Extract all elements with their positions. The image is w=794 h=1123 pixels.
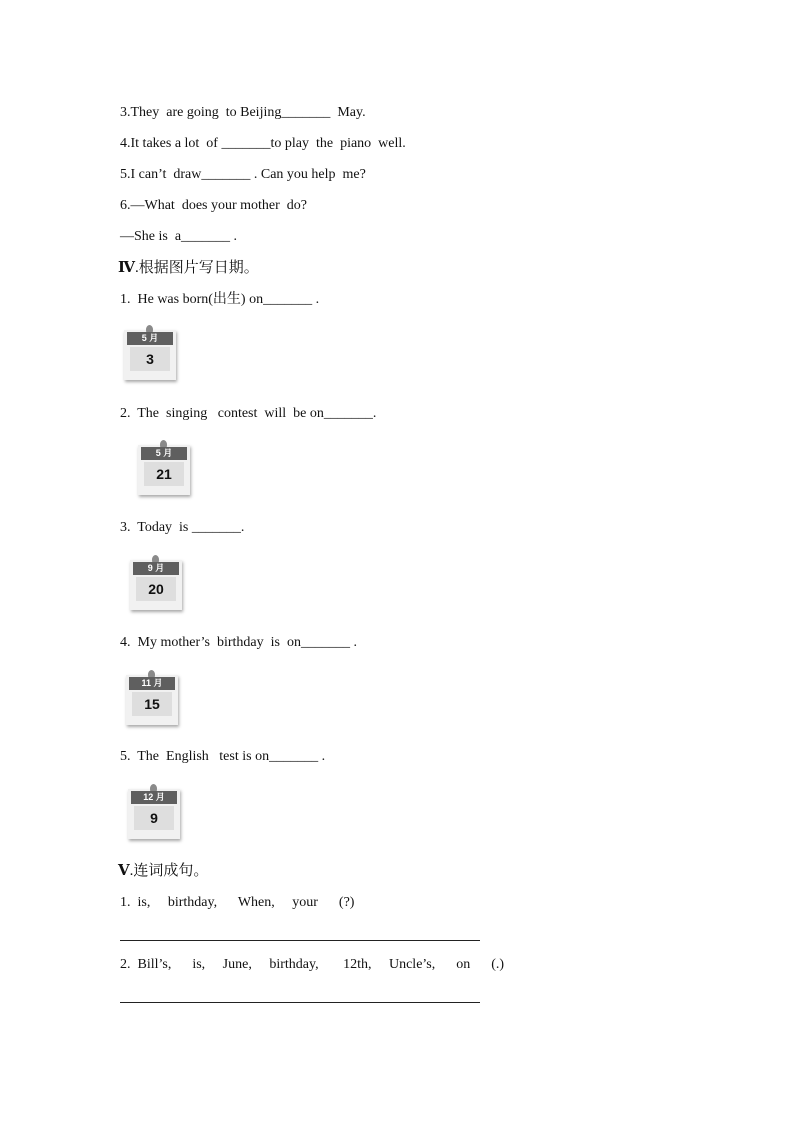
section-5-heading — [118, 861, 208, 881]
calendar-day: 21 — [144, 462, 184, 486]
date-question-5: 5. The English test is on_______ . — [120, 749, 326, 764]
word-order-question-1: 1. is, birthday, When, your (?) — [120, 895, 355, 910]
date-question-4: 4. My mother’s birthday is on_______ . — [120, 635, 357, 650]
answer-line-1[interactable] — [120, 940, 480, 941]
calendar-icon — [130, 555, 182, 609]
section-4-title: .根据图片写日期。 — [135, 260, 259, 276]
exercise-line-6-question: 6.—What does your mother do? — [120, 198, 308, 213]
exercise-line-6-answer: —She is a_______ . — [120, 229, 238, 244]
section-4-numeral: Ⅳ — [118, 260, 136, 276]
calendar-day: 15 — [132, 692, 172, 716]
calendar-day: 9 — [134, 806, 174, 830]
calendar-day: 3 — [130, 347, 170, 371]
calendar-month: 12 月 — [131, 791, 177, 804]
calendar-day: 20 — [136, 577, 176, 601]
calendar-month: 5 月 — [141, 447, 187, 460]
calendar-icon — [128, 784, 180, 838]
exercise-line-5: 5.I can’t draw_______ . Can you help me? — [120, 167, 366, 182]
calendar-icon — [138, 440, 190, 494]
calendar-month: 5 月 — [127, 332, 173, 345]
date-question-2: 2. The singing contest will be on_______. — [120, 406, 377, 421]
exercise-line-3: 3.They are going to Beijing_______ May. — [120, 105, 366, 120]
exercise-line-4: 4.It takes a lot of _______to play the piano well. — [120, 136, 406, 151]
calendar-month: 11 月 — [129, 677, 175, 690]
calendar-month: 9 月 — [133, 562, 179, 575]
calendar-icon — [126, 670, 178, 724]
word-order-question-2: 2. Bill’s, is, June, birthday, 12th, Uncle’s, on (.) — [120, 957, 505, 972]
calendar-icon — [124, 325, 176, 379]
section-5-numeral: Ⅴ — [118, 863, 130, 879]
date-question-3: 3. Today is _______. — [120, 520, 245, 535]
section-4-heading — [118, 258, 259, 278]
date-question-1: 1. He was born(出生) on_______ . — [120, 292, 320, 307]
answer-line-2[interactable] — [120, 1002, 480, 1003]
section-5-title: .连词成句。 — [129, 863, 209, 879]
